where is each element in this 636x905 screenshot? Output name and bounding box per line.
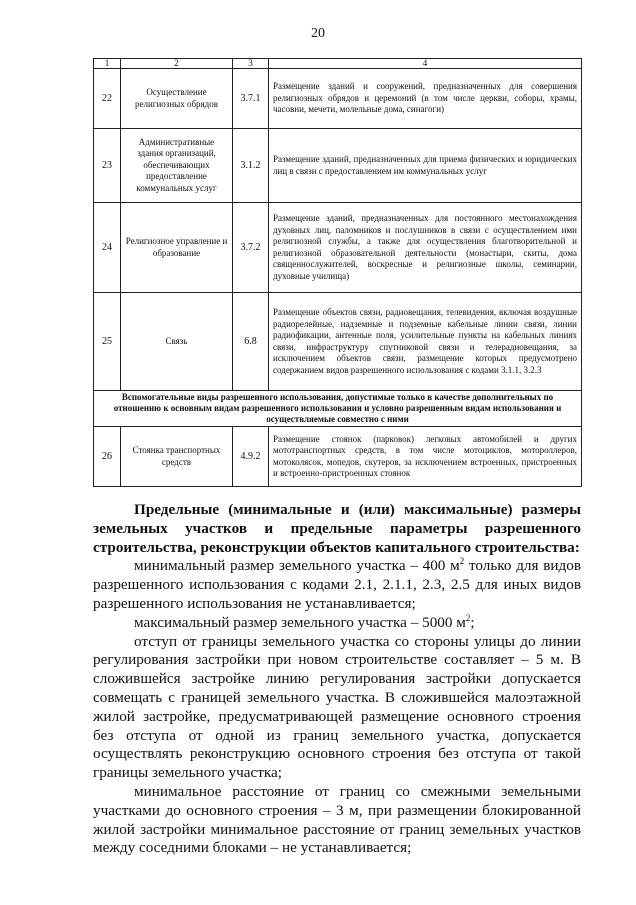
use-description: Размещение зданий, предназначенных для постоянного местонахождения духовных лиц, паломников и послушников в связи с осуществлением ими религиозной службы, а также для осуществления благотворительной и религиозной образовательной деятельности (монастыри, скиты, дома священнослужителей, воскресные и религиозные школы, семинарии, духовные училища) — [269, 203, 582, 293]
paragraph-text: максимальный размер земельного участка – 5000 м — [134, 613, 466, 631]
use-name: Религиозное управление и образование — [121, 203, 233, 293]
section-heading: Предельные (минимальные и (или) максимальные) размеры земельных участков и предельные параметры разрешенного строительства, реконструкции объектов капитального строительства: — [93, 501, 581, 556]
row-number: 26 — [94, 427, 121, 487]
use-code: 4.9.2 — [233, 427, 269, 487]
superscript: 2 — [459, 556, 465, 567]
superscript: 2 — [465, 612, 471, 623]
header-cell: 4 — [269, 59, 582, 69]
permitted-use-table — [93, 58, 582, 487]
use-code: 6.8 — [233, 293, 269, 391]
row-number: 24 — [94, 203, 121, 293]
table-row — [94, 129, 582, 203]
header-cell: 3 — [233, 59, 269, 69]
table-row — [94, 427, 582, 487]
paragraph-min-area — [93, 557, 581, 613]
paragraph-text: ; — [470, 613, 475, 631]
page-number: 20 — [311, 26, 325, 41]
section-title: Вспомогательные виды разрешенного использования, допустимые только в качестве дополнительных по отношению к основным видам разрешенного использования и условно разрешенным видам использования и осуществляемые совместно с ними — [94, 391, 582, 427]
paragraph-text: только для видов разрешенного использования с кодами 2.1, 2.1.1, 2.3, 2.5 для иных видов разрешенного использования не устанавливается; — [93, 557, 581, 612]
use-description: Размещение стоянок (парковок) легковых автомобилей и других мототранспортных средств, в том числе мотоциклов, мотороллеров, мотоколясок, мопедов, скутеров, за исключением встроенных, пристроенных и встроенно-пристроенных стоянок — [269, 427, 582, 487]
use-description: Размещение зданий, предназначенных для приема физических и юридических лиц в связи с предоставлением им коммунальных услуг — [269, 129, 582, 203]
use-name: Осуществление религиозных обрядов — [121, 69, 233, 129]
table-row — [94, 293, 582, 391]
header-cell: 1 — [94, 59, 121, 69]
paragraph-setback: отступ от границы земельного участка со стороны улицы до линии регулирования застройки при новом строительстве составляет – 5 м. В сложившейся застройке линию регулирования застройки допускается совмещать с границей земельного участка. В сложившейся малоэтажной жилой застройке, предусматривающей размещение основного строения без отступа от одной из границ земельного участка, допускается осуществлять реконструкцию основного строения без отступа от такой границы земельного участка; — [93, 632, 581, 782]
row-number: 23 — [94, 129, 121, 203]
use-code: 3.7.2 — [233, 203, 269, 293]
use-code: 3.7.1 — [233, 69, 269, 129]
body-text — [93, 501, 581, 858]
use-name: Связь — [121, 293, 233, 391]
use-name: Административные здания организаций, обеспечивающих предоставление коммунальных услуг — [121, 129, 233, 203]
paragraph-text: минимальный размер земельного участка – 400 м — [134, 557, 460, 575]
table-header-row — [94, 59, 582, 69]
table-row — [94, 203, 582, 293]
paragraph-min-distance: минимальное расстояние от границ со смежными земельными участками до основного строения – 3 м, при размещении блокированной жилой застройки минимальное расстояние от границ земельных участков между соседними блоками – не устанавливается; — [93, 782, 581, 857]
table-section-row — [94, 391, 582, 427]
use-description: Размещение зданий и сооружений, предназначенных для совершения религиозных обрядов и церемоний (в том числе церкви, соборы, храмы, часовни, мечети, молельные дома, синагоги) — [269, 69, 582, 129]
paragraph-max-area — [93, 614, 581, 633]
use-description: Размещение объектов связи, радиовещания, телевидения, включая воздушные радиорелейные, надземные и подземные кабельные линии связи, линии радиофикации, антенные поля, усилительные пункты на кабельных линиях связи, инфраструктуру спутниковой связи и телерадиовещания, за исключением объектов связи, размещение которых предусмотрено содержанием видов разрешенного использования с кодами 3.1.1, 3.2.3 — [269, 293, 582, 391]
header-cell: 2 — [121, 59, 233, 69]
table-row — [94, 69, 582, 129]
use-code: 3.1.2 — [233, 129, 269, 203]
row-number: 25 — [94, 293, 121, 391]
row-number: 22 — [94, 69, 121, 129]
use-name: Стоянка транспортных средств — [121, 427, 233, 487]
